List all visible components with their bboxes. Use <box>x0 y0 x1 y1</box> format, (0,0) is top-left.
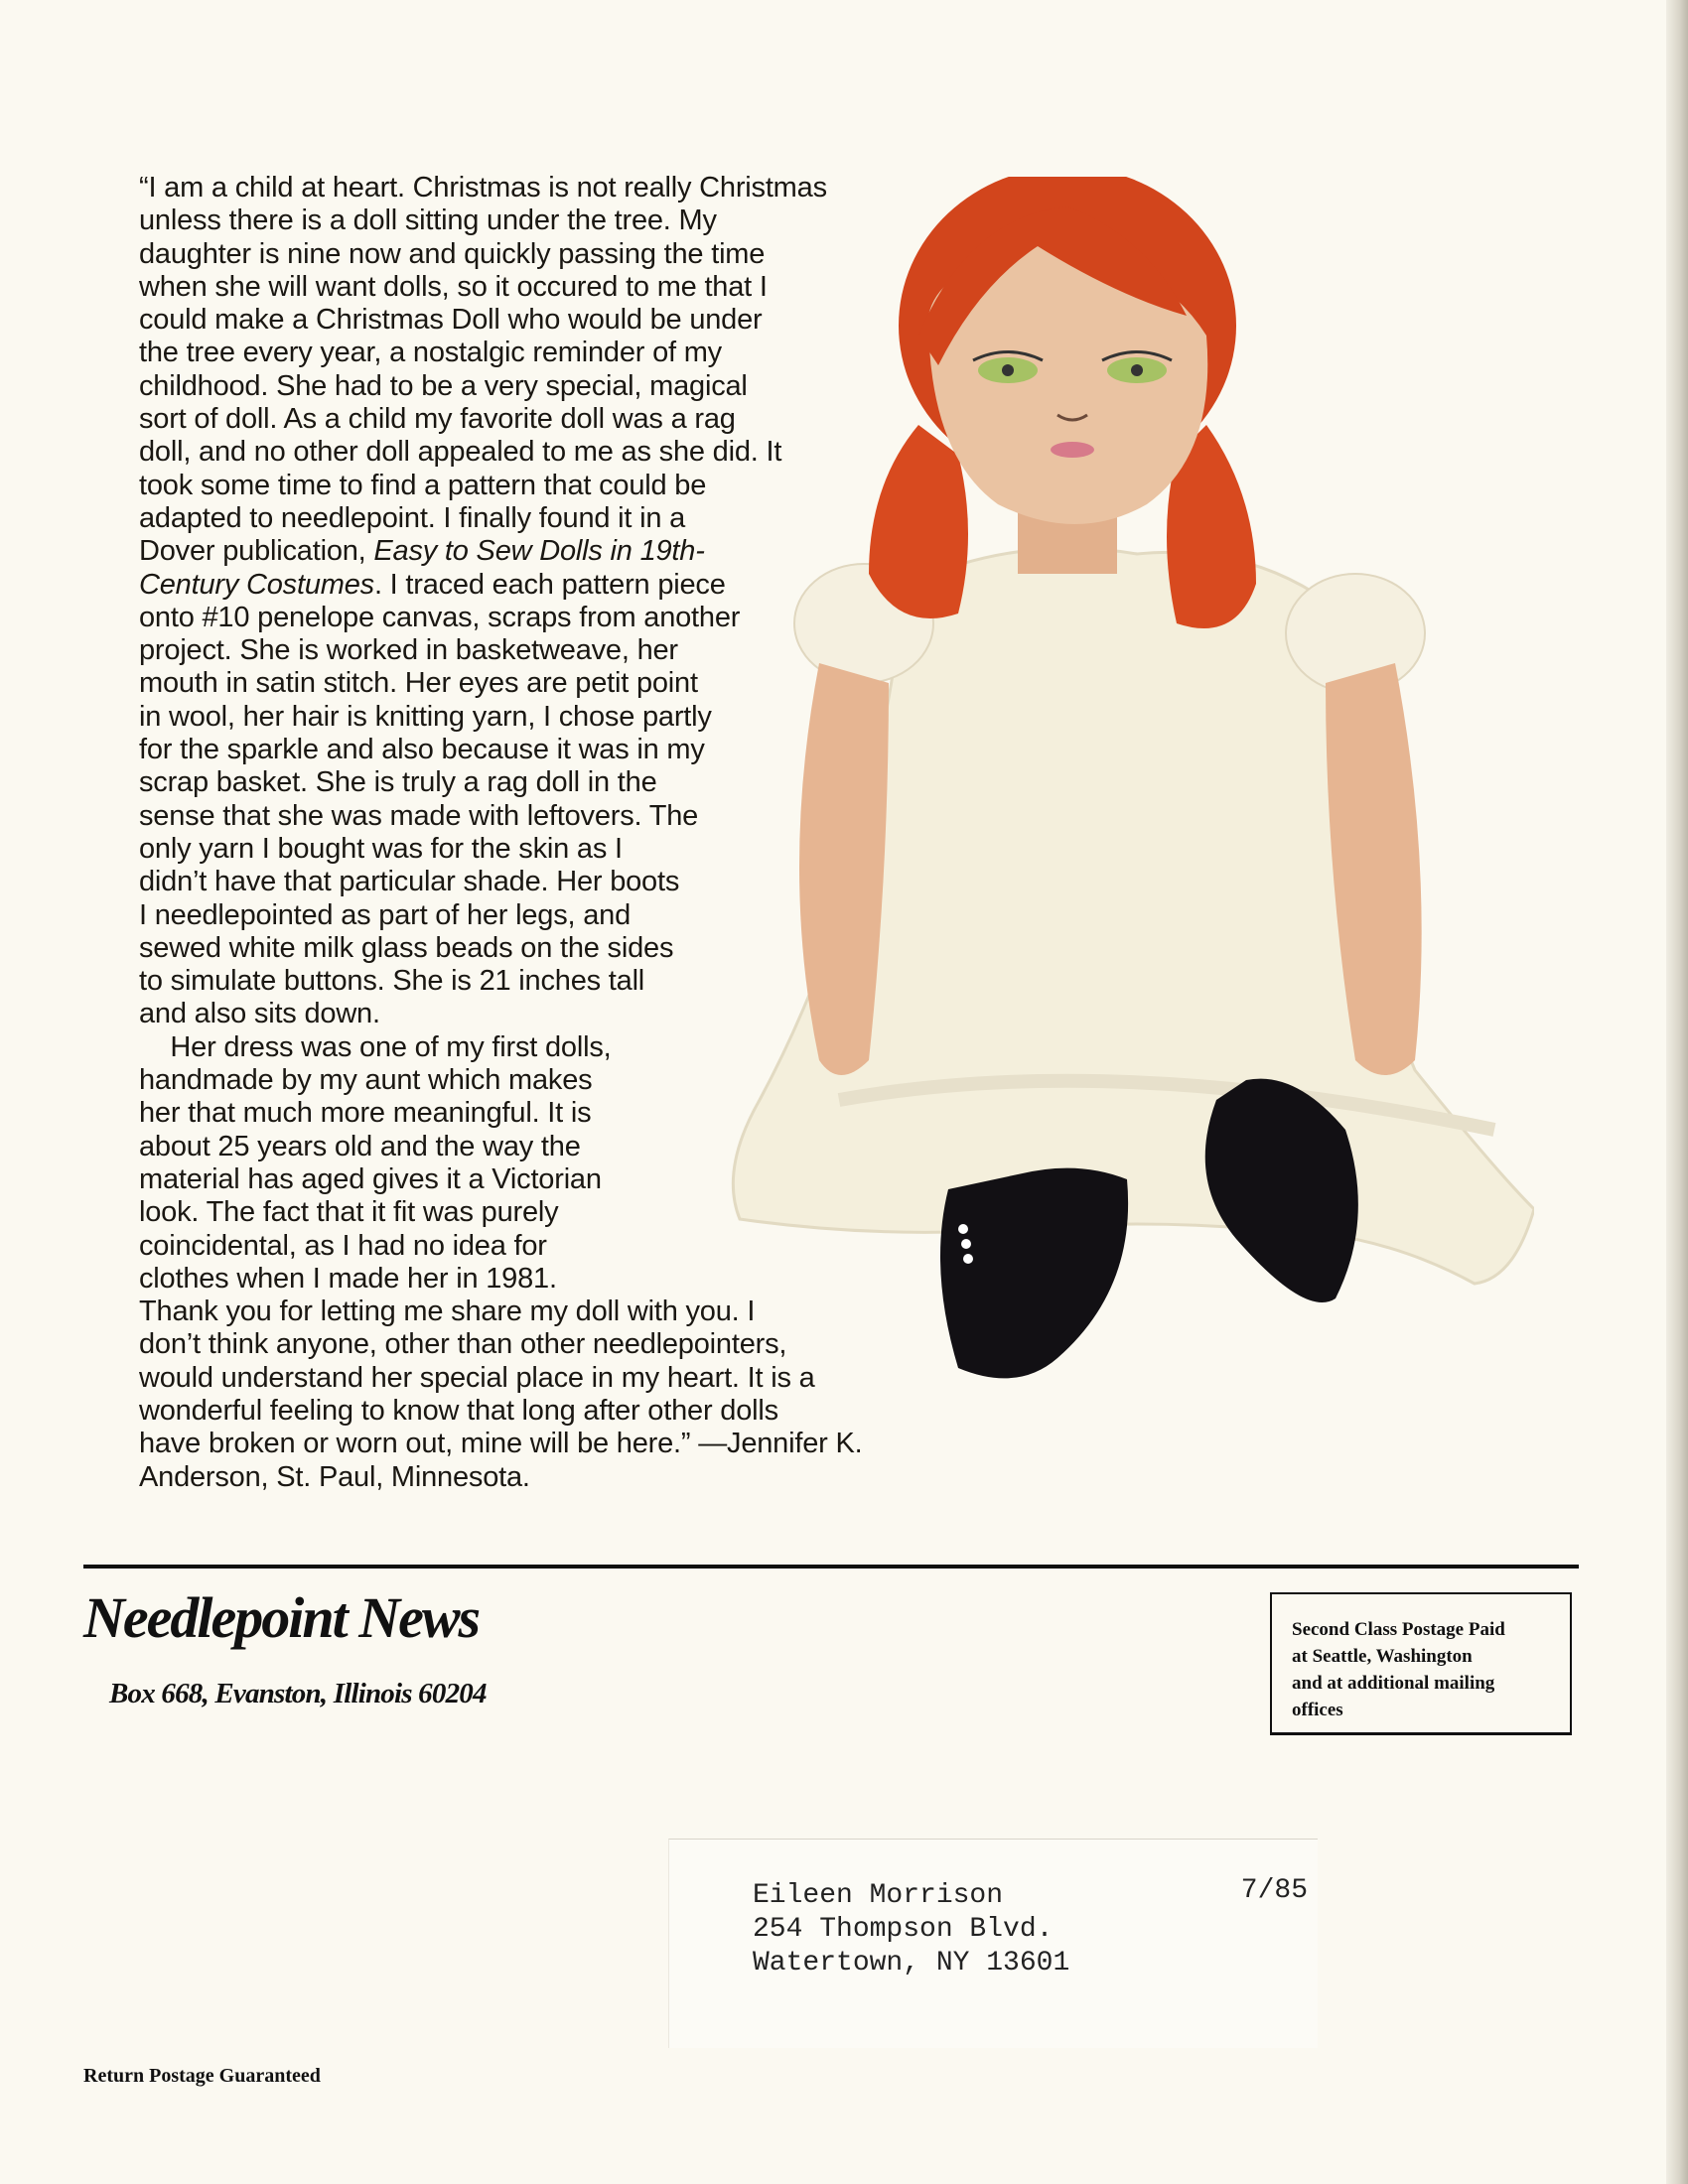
article-line-text: childhood. She had to be a very special, magical <box>139 369 748 402</box>
book-title: Century Costumes <box>139 568 374 601</box>
doll-mouth <box>1051 442 1094 458</box>
article-line-text: unless there is a doll sitting under the tree. My <box>139 205 717 237</box>
doll-photo <box>720 177 1534 1383</box>
article-line-text: material has aged gives it a Victorian <box>139 1162 602 1195</box>
postage-line: Second Class Postage Paid <box>1292 1619 1505 1640</box>
article-line-text: her that much more meaningful. It is <box>139 1097 592 1130</box>
article-line-text: when she will want dolls, so it occured to me that I <box>139 270 768 303</box>
article-line-text: mouth in satin stitch. Her eyes are petit point <box>139 667 698 700</box>
article-line <box>139 1461 1033 1494</box>
article-line-text: would understand her special place in my heart. It is a <box>139 1361 815 1394</box>
postage-line: offices <box>1292 1700 1343 1720</box>
article-line-text: wonderful feeling to know that long after other dolls <box>139 1394 778 1427</box>
article-line-text: scrap basket. She is truly a rag doll in the <box>139 766 657 799</box>
recipient-street: 254 Thompson Blvd. <box>753 1914 1054 1945</box>
article-line-text: look. The fact that it fit was purely <box>139 1196 559 1229</box>
postage-line: at Seattle, Washington <box>1292 1646 1473 1667</box>
article-line-text: have broken or worn out, mine will be here.” —Jennifer K. <box>139 1428 863 1460</box>
article-line-text: for the sparkle and also because it was in my <box>139 734 705 766</box>
mailing-label <box>668 1839 1318 2048</box>
subscription-code: 7/85 <box>1240 1875 1308 1906</box>
masthead-rule <box>83 1565 1579 1569</box>
recipient-name: Eileen Morrison <box>753 1880 1004 1911</box>
article-line-text: adapted to needlepoint. I finally found it in a <box>139 501 686 534</box>
recipient-city: Watertown, NY 13601 <box>753 1948 1070 1979</box>
article-line-text: in wool, her hair is knitting yarn, I chose partly <box>139 700 712 733</box>
book-title: Easy to Sew Dolls in 19th- <box>373 535 705 568</box>
article-line-text: . I traced each pattern piece <box>373 568 726 601</box>
article-line-text: took some time to find a pattern that could be <box>139 469 707 501</box>
article-line-text: Her dress was one of my first dolls, <box>139 1030 612 1063</box>
article-line-text: doll, and no other doll appealed to me as she did. It <box>139 436 782 469</box>
article-line-text: daughter is nine now and quickly passing the time <box>139 237 766 270</box>
article-line-text: Dover publication, <box>139 535 374 568</box>
doll-braid-left <box>869 425 968 618</box>
article-line-text: only yarn I bought was for the skin as I <box>139 832 623 865</box>
postage-line: and at additional mailing <box>1292 1673 1495 1694</box>
article-line-text: I needlepointed as part of her legs, and <box>139 898 632 931</box>
article-line-text: and also sits down. <box>139 998 380 1030</box>
article-line-text: coincidental, as I had no idea for <box>139 1229 547 1262</box>
article-line-text: the tree every year, a nostalgic reminder of my <box>139 337 722 369</box>
article-line-text: don’t think anyone, other than other needlepointers, <box>139 1328 787 1361</box>
article-line-text: “I am a child at heart. Christmas is not really Christmas <box>139 172 827 204</box>
article-line-text: clothes when I made her in 1981. <box>139 1262 557 1295</box>
article-line-text: sense that she was made with leftovers. The <box>139 799 699 832</box>
article-line-text: handmade by my aunt which makes <box>139 1064 593 1097</box>
article-line-text: about 25 years old and the way the <box>139 1130 581 1162</box>
article-line-text: to simulate buttons. She is 21 inches tall <box>139 965 645 998</box>
doll-boot-left <box>940 1168 1128 1379</box>
publisher-address: Box 668, Evanston, Illinois 60204 <box>109 1678 487 1709</box>
postage-indicia-box <box>1270 1592 1572 1735</box>
article-line-text: Thank you for letting me share my doll with you. I <box>139 1296 756 1328</box>
article-line-text: didn’t have that particular shade. Her boots <box>139 866 680 898</box>
publication-logo: Needlepoint News <box>83 1585 480 1650</box>
article-line-text: onto #10 penelope canvas, scraps from another <box>139 601 741 633</box>
article-line-text: could make a Christmas Doll who would be under <box>139 304 763 337</box>
article-line-text: sort of doll. As a child my favorite doll was a rag <box>139 403 736 436</box>
return-postage-notice: Return Postage Guaranteed <box>83 2065 321 2087</box>
article-line-text: sewed white milk glass beads on the sides <box>139 931 674 964</box>
article-line <box>139 1395 1033 1428</box>
page-edge-shadow <box>1666 0 1688 2184</box>
article-line <box>139 1428 1033 1460</box>
article-line-text: Anderson, St. Paul, Minnesota. <box>139 1460 530 1493</box>
article-line-text: project. She is worked in basketweave, her <box>139 634 678 667</box>
